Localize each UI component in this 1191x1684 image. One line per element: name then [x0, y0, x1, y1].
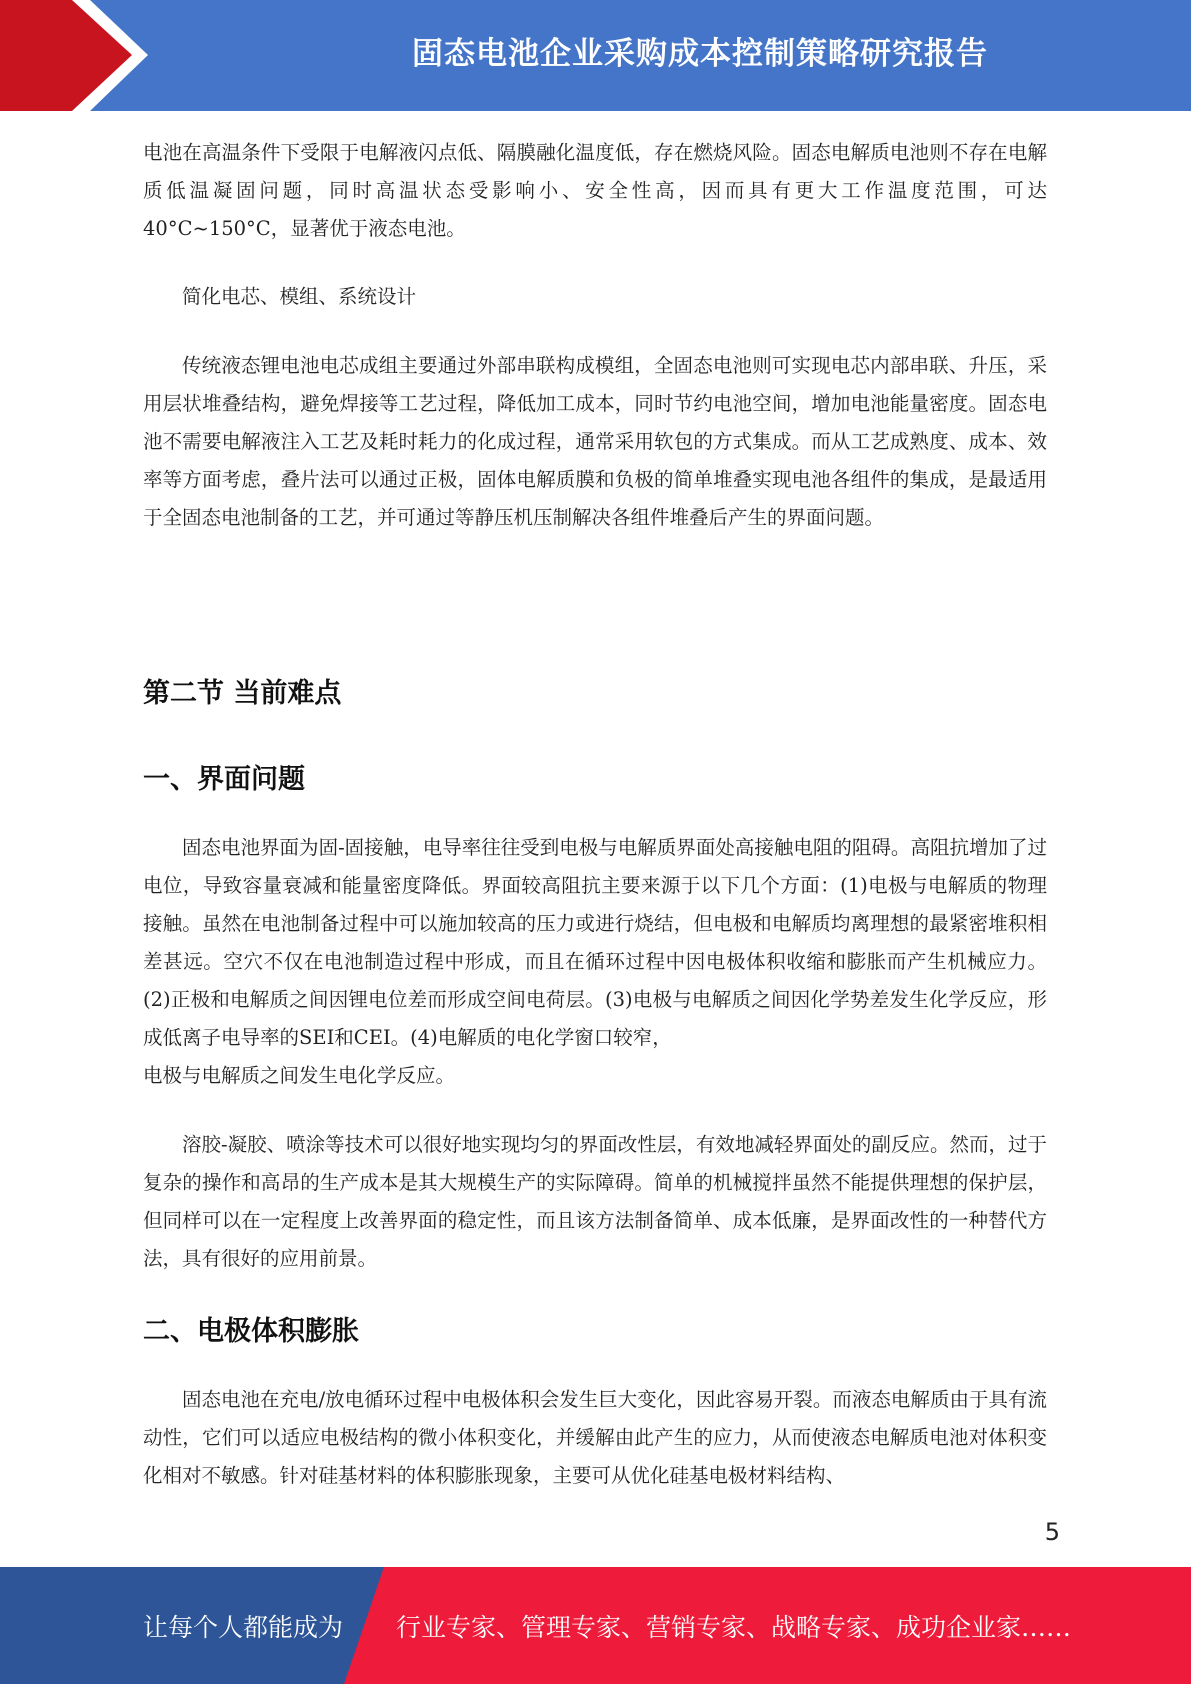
section-title-block	[143, 671, 1047, 710]
heading-1-block	[143, 757, 1047, 796]
paragraph-text: 电池在高温条件下受限于电解液闪点低、隔膜融化温度低，存在燃烧风险。固态电解质电池则不存在电解质低温凝固问题，同时高温状态受影响小、安全性高，因而具有更大工作温度范围，可达40°C~150°C，显著优于液态电池。	[143, 141, 1047, 240]
paragraph-design	[143, 347, 1047, 537]
paragraph-interface-2	[143, 1126, 1047, 1278]
paragraph-text-tail: 电极与电解质之间发生电化学反应。	[143, 1064, 456, 1087]
sub-heading: 简化电芯、模组、系统设计	[182, 285, 417, 308]
heading-volume: 二、电极体积膨胀	[143, 1316, 359, 1347]
subheading-block	[143, 278, 1047, 316]
paragraph-text: 溶胶-凝胶、喷涂等技术可以很好地实现均匀的界面改性层，有效地减轻界面处的副反应。然而，过于复杂的操作和高昂的生产成本是其大规模生产的实际障碍。简单的机械搅拌虽然不能提供理想的保护层，但同样可以在一定程度上改善界面的稳定性，而且该方法制备简单、成本低廉，是界面改性的一种替代方法，具有很好的应用前景。	[143, 1133, 1047, 1270]
report-title: 固态电池企业采购成本控制策略研究报告	[412, 35, 988, 72]
paragraph-interface-1	[143, 829, 1047, 1095]
heading-interface: 一、界面问题	[143, 764, 305, 795]
heading-2-block	[143, 1309, 1047, 1348]
section-title: 第二节 当前难点	[143, 678, 342, 709]
paragraph-text: 固态电池在充电/放电循环过程中电极体积会发生巨大变化，因此容易开裂。而液态电解质由于具有流动性，它们可以适应电极结构的微小体积变化，并缓解由此产生的应力，从而使液态电解质电池对体积变化相对不敏感。针对硅基材料的体积膨胀现象，主要可从优化硅基电极材料结构、	[143, 1388, 1047, 1487]
footer-banner	[0, 1567, 1191, 1684]
paragraph-temperature	[143, 134, 1047, 248]
footer-slogan-left: 让每个人都能成为	[143, 1612, 344, 1642]
header-banner	[0, 0, 1191, 111]
footer-slogan-right: 行业专家、管理专家、营销专家、战略专家、成功企业家……	[396, 1612, 1072, 1642]
paragraph-text: 固态电池界面为固-固接触，电导率往往受到电极与电解质界面处高接触电阻的阻碍。高阻抗增加了过电位，导致容量衰减和能量密度降低。界面较高阻抗主要来源于以下几个方面：(1)电极与电解质的物理接触。虽然在电池制备过程中可以施加较高的压力或进行烧结，但电极和电解质均离理想的最紧密堆积相差甚远。空穴不仅在电池制造过程中形成，而且在循环过程中因电极体积收缩和膨胀而产生机械应力。(2)正极和电解质之间因锂电位差而形成空间电荷层。(3)电极与电解质之间因化学势差发生化学反应，形成低离子电导率的SEI和CEI。(4)电解质的电化学窗口较窄，	[143, 836, 1047, 1049]
page-number: 5	[1044, 1518, 1060, 1546]
paragraph-text: 传统液态锂电池电芯成组主要通过外部串联构成模组，全固态电池则可实现电芯内部串联、升压，采用层状堆叠结构，避免焊接等工艺过程，降低加工成本，同时节约电池空间，增加电池能量密度。固态电池不需要电解液注入工艺及耗时耗力的化成过程，通常采用软包的方式集成。而从工艺成熟度、成本、效率等方面考虑，叠片法可以通过正极，固体电解质膜和负极的简单堆叠实现电池各组件的集成，是最适用于全固态电池制备的工艺，并可通过等静压机压制解决各组件堆叠后产生的界面问题。	[143, 354, 1047, 529]
paragraph-volume	[143, 1381, 1047, 1495]
